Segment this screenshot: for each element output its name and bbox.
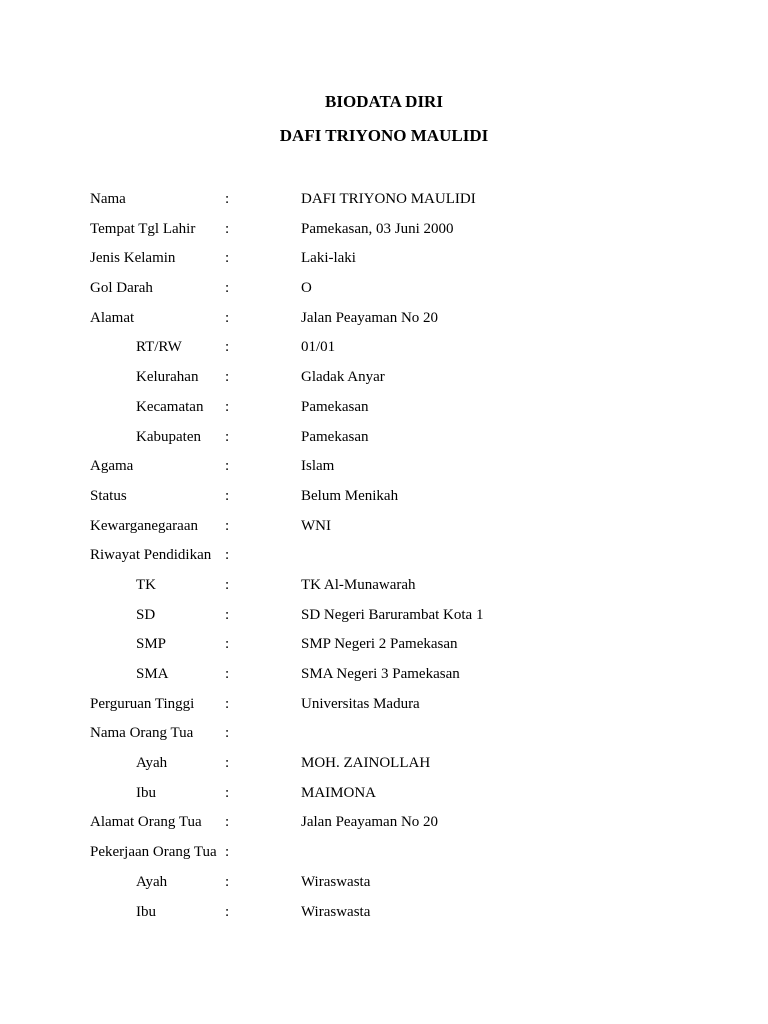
field-label: Kabupaten (136, 428, 201, 445)
field-label: Kecamatan (136, 398, 204, 415)
biodata-row (90, 575, 730, 605)
field-separator: : (225, 250, 230, 267)
field-label: Ibu (136, 903, 156, 920)
field-separator: : (225, 814, 230, 831)
field-label: SMA (136, 666, 169, 682)
field-value: Gladak Anyar (301, 369, 385, 386)
field-value: Wiraswasta (301, 873, 371, 890)
field-label: SD (136, 606, 156, 623)
field-label: SMP (136, 636, 167, 653)
biodata-row (90, 337, 730, 367)
field-separator: : (225, 517, 230, 534)
biodata-row (90, 545, 730, 575)
biodata-row (90, 367, 730, 397)
field-separator: : (225, 725, 230, 742)
field-separator: : (225, 636, 230, 653)
field-value: SMP Negeri 2 Pamekasan (301, 636, 458, 653)
biodata-row (90, 694, 730, 724)
field-label: RT/RW (136, 339, 182, 356)
biodata-row (90, 812, 730, 842)
biodata-row (90, 753, 730, 783)
field-value: TK Al-Munawarah (301, 576, 416, 593)
field-label: Agama (90, 458, 134, 475)
field-value: Belum Menikah (301, 487, 399, 504)
biodata-row (90, 486, 730, 516)
field-value: WNI (301, 517, 331, 534)
field-separator: : (225, 487, 230, 504)
field-value: MOH. ZAINOLLAH (301, 755, 431, 772)
biodata-row (90, 278, 730, 308)
field-value: Universitas Madura (301, 695, 420, 712)
biodata-row (90, 783, 730, 813)
field-separator: : (225, 458, 230, 475)
biodata-list (90, 189, 730, 931)
field-value: MAIMONA (301, 784, 376, 801)
document-name-heading: DAFI TRIYONO MAULIDI (279, 126, 489, 145)
field-separator: : (225, 220, 230, 237)
biodata-row (90, 308, 730, 338)
field-separator: : (225, 339, 230, 356)
field-separator: : (225, 606, 230, 623)
field-separator: : (225, 547, 230, 564)
field-label: Pekerjaan Orang Tua (90, 844, 217, 861)
field-separator: : (225, 369, 230, 386)
field-label: Status (90, 487, 127, 504)
field-label: Gol Darah (90, 280, 153, 297)
field-value: Pamekasan, 03 Juni 2000 (301, 220, 454, 237)
biodata-row (90, 427, 730, 457)
field-label: Riwayat Pendidikan (90, 547, 212, 564)
field-value: 01/01 (301, 339, 336, 356)
biodata-row (90, 456, 730, 486)
field-value: Islam (301, 458, 335, 475)
field-separator: : (225, 873, 230, 890)
field-separator: : (225, 309, 230, 326)
biodata-row (90, 189, 730, 219)
field-separator: : (225, 398, 230, 415)
field-value: Wiraswasta (301, 903, 371, 920)
field-value: Laki-laki (301, 250, 356, 267)
field-value: Pamekasan (301, 398, 369, 415)
field-separator: : (225, 755, 230, 772)
biodata-row (90, 842, 730, 872)
biodata-row (90, 605, 730, 635)
biodata-row (90, 516, 730, 546)
field-label: TK (136, 576, 156, 593)
biodata-row (90, 902, 730, 932)
document-title: BIODATA DIRI (325, 92, 443, 111)
biodata-row (90, 219, 730, 249)
field-label: Ayah (136, 755, 168, 772)
biodata-row (90, 397, 730, 427)
field-value: SD Negeri Barurambat Kota 1 (301, 606, 484, 623)
field-label: Jenis Kelamin (90, 250, 176, 267)
biodata-row (90, 723, 730, 753)
field-label: Perguruan Tinggi (90, 695, 195, 712)
field-label: Alamat Orang Tua (90, 814, 202, 831)
field-separator: : (225, 695, 230, 712)
biodata-row (90, 872, 730, 902)
field-separator: : (225, 844, 230, 861)
biodata-row (90, 634, 730, 664)
field-label: Alamat (90, 309, 135, 326)
field-value: O (301, 280, 312, 297)
field-label: Kelurahan (136, 369, 199, 386)
field-value: Jalan Peayaman No 20 (301, 814, 439, 831)
field-label: Nama Orang Tua (90, 725, 194, 742)
field-separator: : (225, 784, 230, 801)
field-value: Pamekasan (301, 428, 369, 445)
field-value: Jalan Peayaman No 20 (301, 309, 439, 326)
field-value: SMA Negeri 3 Pamekasan (301, 666, 460, 682)
field-separator: : (225, 903, 230, 920)
field-value: DAFI TRIYONO MAULIDI (301, 191, 476, 207)
field-label: Ayah (136, 873, 168, 890)
field-label: Nama (90, 191, 126, 207)
field-separator: : (225, 428, 230, 445)
field-separator: : (225, 576, 230, 593)
field-separator: : (225, 666, 230, 682)
field-separator: : (225, 191, 230, 207)
biodata-row (90, 248, 730, 278)
field-separator: : (225, 280, 230, 297)
field-label: Tempat Tgl Lahir (90, 220, 196, 237)
field-label: Ibu (136, 784, 156, 801)
field-label: Kewarganegaraan (90, 517, 198, 534)
biodata-row (90, 664, 730, 694)
